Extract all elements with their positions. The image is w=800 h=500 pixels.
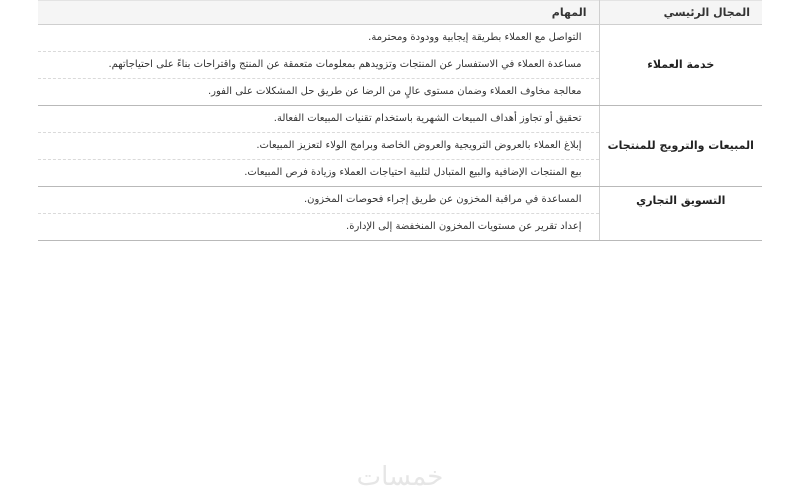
tasks-cell (38, 106, 599, 187)
area-sales-promotion: المبيعات والترويج للمنتجات (599, 106, 762, 187)
document-page (38, 0, 762, 241)
task-item: تحقيق أو تجاوز أهداف المبيعات الشهرية باستخدام تقنيات المبيعات الفعالة. (38, 106, 599, 133)
duties-table (38, 0, 762, 241)
task-item: معالجة مخاوف العملاء وضمان مستوى عالٍ من الرضا عن طريق حل المشكلات على الفور. (207, 86, 582, 97)
task-item: إعداد تقرير عن مستويات المخزون المنخفضة إلى الإدارة. (346, 221, 582, 232)
area-customer-service: خدمة العملاء (599, 25, 762, 106)
tasks-cell (38, 187, 599, 241)
task-item: بيع المنتجات الإضافية والبيع المتبادل لتلبية احتياجات العملاء وزيادة فرص المبيعات. (244, 167, 582, 178)
area-merchandising: التسويق التجاري (599, 187, 762, 241)
table-row (38, 25, 762, 106)
header-tasks: المهام (38, 1, 599, 25)
task-item: التواصل مع العملاء بطريقة إيجابية وودودة ومحترمة. (38, 25, 599, 52)
task-item: إبلاغ العملاء بالعروض الترويجية والعروض الخاصة وبرامج الولاء لتعزيز المبيعات. (38, 133, 599, 160)
table-header-row (38, 1, 762, 25)
table-row (38, 106, 762, 187)
tasks-cell (38, 25, 599, 106)
task-item: المساعدة في مراقبة المخزون عن طريق إجراء فحوصات المخزون. (38, 187, 599, 214)
watermark-logo: خمسات (356, 462, 444, 492)
table-row (38, 187, 762, 241)
task-item: مساعدة العملاء في الاستفسار عن المنتجات وتزويدهم بمعلومات متعمقة عن المنتج واقتراحات بناءً على احتياجاتهم. (38, 52, 599, 79)
header-area: المجال الرئيسي (599, 1, 762, 25)
